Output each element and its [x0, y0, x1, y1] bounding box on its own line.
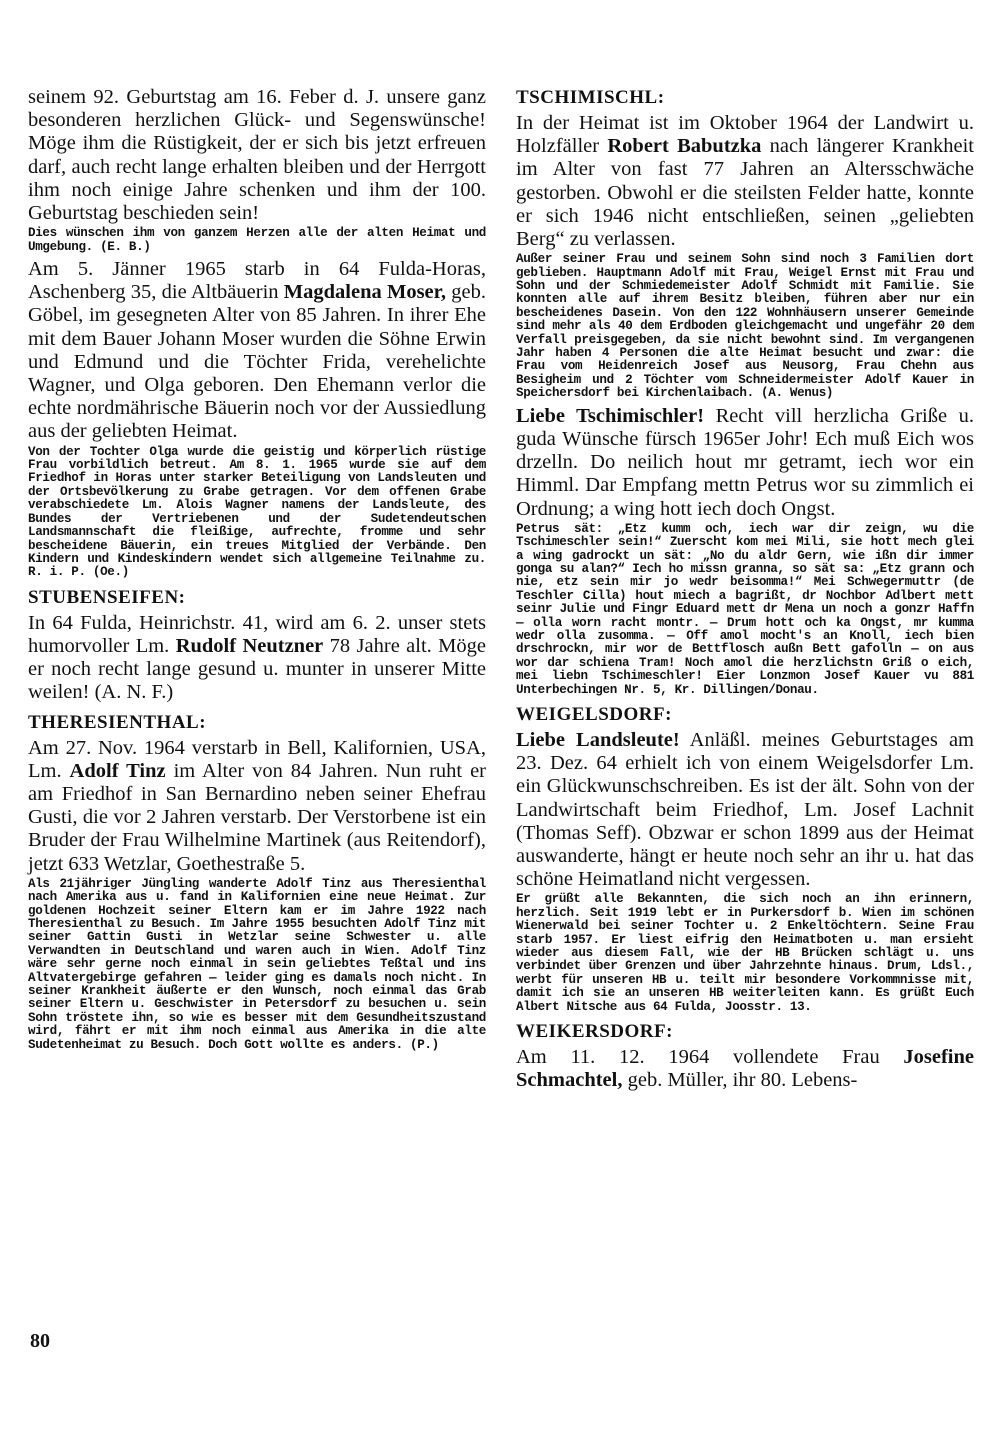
birthday-92-paragraph: seinem 92. Geburtstag am 16. Feber d. J. unsere ganz besonderen herzlichen Glück- und Segenswünsche! Möge ihm die Rüstigkeit, der er sich bis jetzt erfreuen darf, auch recht lange erhalten bleiben und der Herrgott ihm noch einige Jahre schenken und ihm der 100. Geburtstag beschieden sein!	[28, 86, 486, 225]
person-name: Rudolf Neutzner	[175, 634, 324, 657]
text-span: aus 64 Fulda, Joosstr. 13.	[616, 999, 812, 1014]
text-span: In 64 Fulda, Heinrichstr. 41, wird am 6. 2. unser stets humorvoller Lm.	[28, 611, 486, 657]
text-span: im Alter von 84 Jahren. Nun ruht er am Friedhof in San Bernardino neben seiner Ehefrau Gusti, die vor 2 Jahren verstarb. Der Verstorbene ist ein Bruder der Frau Wilhelmine Martinek (aus Reitendorf), jetzt 633 Wetzlar, Goethestraße 5.	[28, 759, 486, 875]
left-column	[28, 86, 486, 1056]
text-span: Anläßl. meines Geburtstages am 23. Dez. 64 erhielt ich von einem Weigelsdorfer Lm. ein Glückwunschschreiben. Es ist der ält. Sohn von der Landwirtschaft beim Friedhof, Lm. Josef Lachnit (Thomas Seff). Obzwar er schon 1899 aus der Heimat auswanderte, hängt er heute noch sehr an ihr u. hat das schöne Heimatland nicht vergessen.	[516, 728, 974, 891]
schmachtel-birthday-paragraph	[516, 1046, 974, 1092]
person-name: Albert Nitsche	[516, 999, 617, 1014]
babutzka-obituary-note: Außer seiner Frau und seinem Sohn sind noch 3 Familien dort geblieben. Hauptmann Adolf mit Frau, Weigel Ernst mit Frau und Sohn und der Schmiedemeister Adolf Schmidt mit Familie. Sie konnten alle auf ihrem Besitz bleiben, führen aber nur ein bescheidenes Dasein. Von den 122 Wohnhäusern unserer Gemeinde sind mehr als 40 dem Erdboden gleichgemacht und ungefähr 20 dem Verfall preisgegeben, da sie nicht bewohnt sind. Im vergangenen Jahr haben 4 Personen die alte Heimat besucht und zwar: die Frau vom Heidenreich Josef aus Neusorg, Frau Chehn aus Besigheim und 2 Töchter vom Schneidermeister Adolf Kauer in Speichersdorf bei Kirchenlaibach. (A. Wenus)	[516, 252, 974, 401]
birthday-92-note: Dies wünschen ihm von ganzem Herzen alle der alten Heimat und Umgebung. (E. B.)	[28, 226, 486, 254]
person-name: Josefine Schmachtel,	[516, 1046, 974, 1092]
greeting-lead: Liebe Tschimischler!	[516, 404, 705, 427]
section-heading-theresienthal: THERESIENTHAL:	[28, 711, 207, 733]
moser-obituary-paragraph	[28, 258, 486, 444]
greeting-lead: Liebe Landsleute!	[516, 728, 680, 751]
lachnit-note	[516, 893, 974, 1014]
tinz-obituary-note: Als 21jähriger Jüngling wanderte Adolf Tinz aus Theresienthal nach Amerika aus u. fand in Kalifornien eine neue Heimat. Zur goldenen Hochzeit seiner Eltern kam er im Jahre 1922 nach Theresienthal zu Besuch. Im Jahre 1955 besuchten Adolf Tinz mit seiner Gattin Gusti in Wetzlar seine Schwester u. alle Verwandten in Deutschland und waren auch in Wien. Adolf Tinz wäre sehr gerne noch einmal in sein geliebtes Teßtal und ins Altvatergebirge gefahren — leider ging es damals noch nicht. In seiner Krankheit äußerte er den Wunsch, noch einmal das Grab seiner Eltern u. Geschwister in Petersdorf zu besuchen u. sein Sohn tröstete ihn, so wie es besser mit dem Gesundheitszustand wird, fährt er mit ihm noch einmal aus Amerika in die alte Sudetenheimat zu Besuch. Doch Gott wollte es anders. (P.)	[28, 876, 486, 1052]
text-span: Am 5. Jänner 1965 starb in 64 Fulda-Horas, Aschenberg 35, die Altbäuerin	[28, 258, 486, 304]
person-name: Robert Babutzka	[607, 135, 762, 158]
text-span: Recht vill herzlicha Griße u. guda Wünsche fürsch 1965er Johr! Ech muß Eich wos drzelln. Do neilich hout mr getramt, iech wor ein Himml. Dar Empfang mettn Petrus wor su zimmlich ei Ordnung; a wing hott iech doch Ongst.	[516, 404, 974, 520]
babutzka-obituary-paragraph	[516, 112, 974, 251]
moser-obituary-note: Von der Tochter Olga wurde die geistig und körperlich rüstige Frau vorbildlich betreut. Am 8. 1. 1965 wurde sie auf dem Friedhof in Horas unter starker Beteiligung von Landsleuten und der Ortsbevölkerung zu Grabe getragen. Vor dem offenen Grabe verabschiedete Lm. Alois Wagner namens der Landsleute, des Bundes der Vertriebenen und der Sudetendeutschen Landsmannschaft die fleißige, aufrechte, fromme und sehr bescheidene Bäuerin, ein treues Mitglied der Verbände. Den Kindern und Kindeskindern wendet sich allgemeine Teilnahme zu. R. i. P. (Oe.)	[28, 444, 486, 580]
greeting-tschimischler-paragraph	[516, 405, 974, 521]
text-span: geb. Göbel, im gesegneten Alter von 85 Jahren. In ihrer Ehe mit dem Bauer Johann Moser wurden die Söhne Erwin und Edmund und die Töchter Frida, verehelichte Wagner, und Olga geboren. Den Ehemann verlor die echte nordmährische Bäuerin noch vor der Aussiedlung aus der geliebten Heimat.	[28, 281, 486, 443]
text-span: Er grüßt alle Bekannten, die sich noch an ihn erinnern, herzlich. Seit 1919 lebt er in Purkersdorf b. Wien im schönen Wienerwald bei seiner Tochter u. 2 Enkeltöchtern. Seine Frau starb 1957. Er liest eifrig den Heimatboten u. man ersieht wieder aus diesem Fall, wie der HB Brücken schlägt u. uns verbindet über Grenzen und über Jahrzehnte hinaus. Drum, Ldsl., werbt für unseren HB u. teilt mir besondere Vorkommnisse mit, damit ich sie an unseren HB weiterleiten kann. Es grüßt Euch	[516, 892, 974, 1001]
text-span: nach längerer Krankheit im Alter von fast 77 Jahren an Altersschwäche gestorben. Obwohl er die steilsten Felder hatte, konnte er sich 1946 nicht entschließen, seinen „geliebten Berg“ zu verlassen.	[516, 135, 974, 251]
section-heading-tschimischl: TSCHIMISCHL:	[516, 87, 665, 108]
text-span: In der Heimat ist im Oktober 1964 der Landwirt u. Holzfäller	[516, 112, 974, 158]
greeting-landsleute-paragraph	[516, 729, 974, 891]
text-span: vu 881 Unterbechingen Nr. 5, Kr. Dillingen/Donau.	[516, 669, 974, 697]
section-heading-stubenseifen: STUBENSEIFEN:	[28, 586, 186, 608]
text-span: Am 27. Nov. 1964 verstarb in Bell, Kalifornien, USA, Lm.	[28, 736, 486, 782]
text-span: geb. Müller, ihr 80. Lebens-	[622, 1069, 858, 1092]
section-heading-weikersdorf: WEIKERSDORF:	[516, 1021, 673, 1043]
section-heading-weigelsdorf: WEIGELSDORF:	[516, 703, 672, 725]
person-name: Magdalena Moser,	[283, 281, 447, 304]
tinz-obituary-paragraph	[28, 737, 486, 876]
right-column	[516, 86, 974, 1092]
person-name: Josef Kauer	[823, 669, 910, 684]
neutzner-birthday-paragraph	[28, 612, 486, 705]
text-span: Petrus sät: „Etz kumm och, iech war dir zeign, wu die Tschimeschler sein!“ Zuerscht kom mei Mili, sie hott mech glei a wing gadrockt un sät: „No du aldr Gern, wie ißn dir immer gonga su alan?“ Iech ho missn granna, so sät sa: „Etz grann och nie, etz sein mir jo wedr beisomma!“ Mei Schwegermuttr (de Teschler Cilla) hout miech a bagrißt, dr Nochbor Adlbert mett seinr Julie und Fingr Eduard mett dr Mena un noch a gonzr Haffn — olla worn racht montr. — Drum hott och ka Ongst, mr kumma wedr olla zusomma. — Off amol mocht's an Knoll, iech bien drschrockn, mir wor de Bettflosch außn Bett gafolln — on aus wor dar schiena Tram! Noch amol die herzlichstn Griß o eich, mei liebn Tschimeschler! Eier Lonzmon	[516, 521, 974, 684]
person-name: Adolf Tinz	[69, 759, 166, 782]
text-span: Am 11. 12. 1964 vollendete Frau	[516, 1046, 904, 1069]
dream-story-note	[516, 523, 974, 697]
page-number: 80	[30, 1330, 50, 1352]
text-span: 78 Jahre alt. Möge er noch recht lange gesund u. munter in unserer Mitte weilen! (A. N. F.)	[28, 634, 486, 704]
